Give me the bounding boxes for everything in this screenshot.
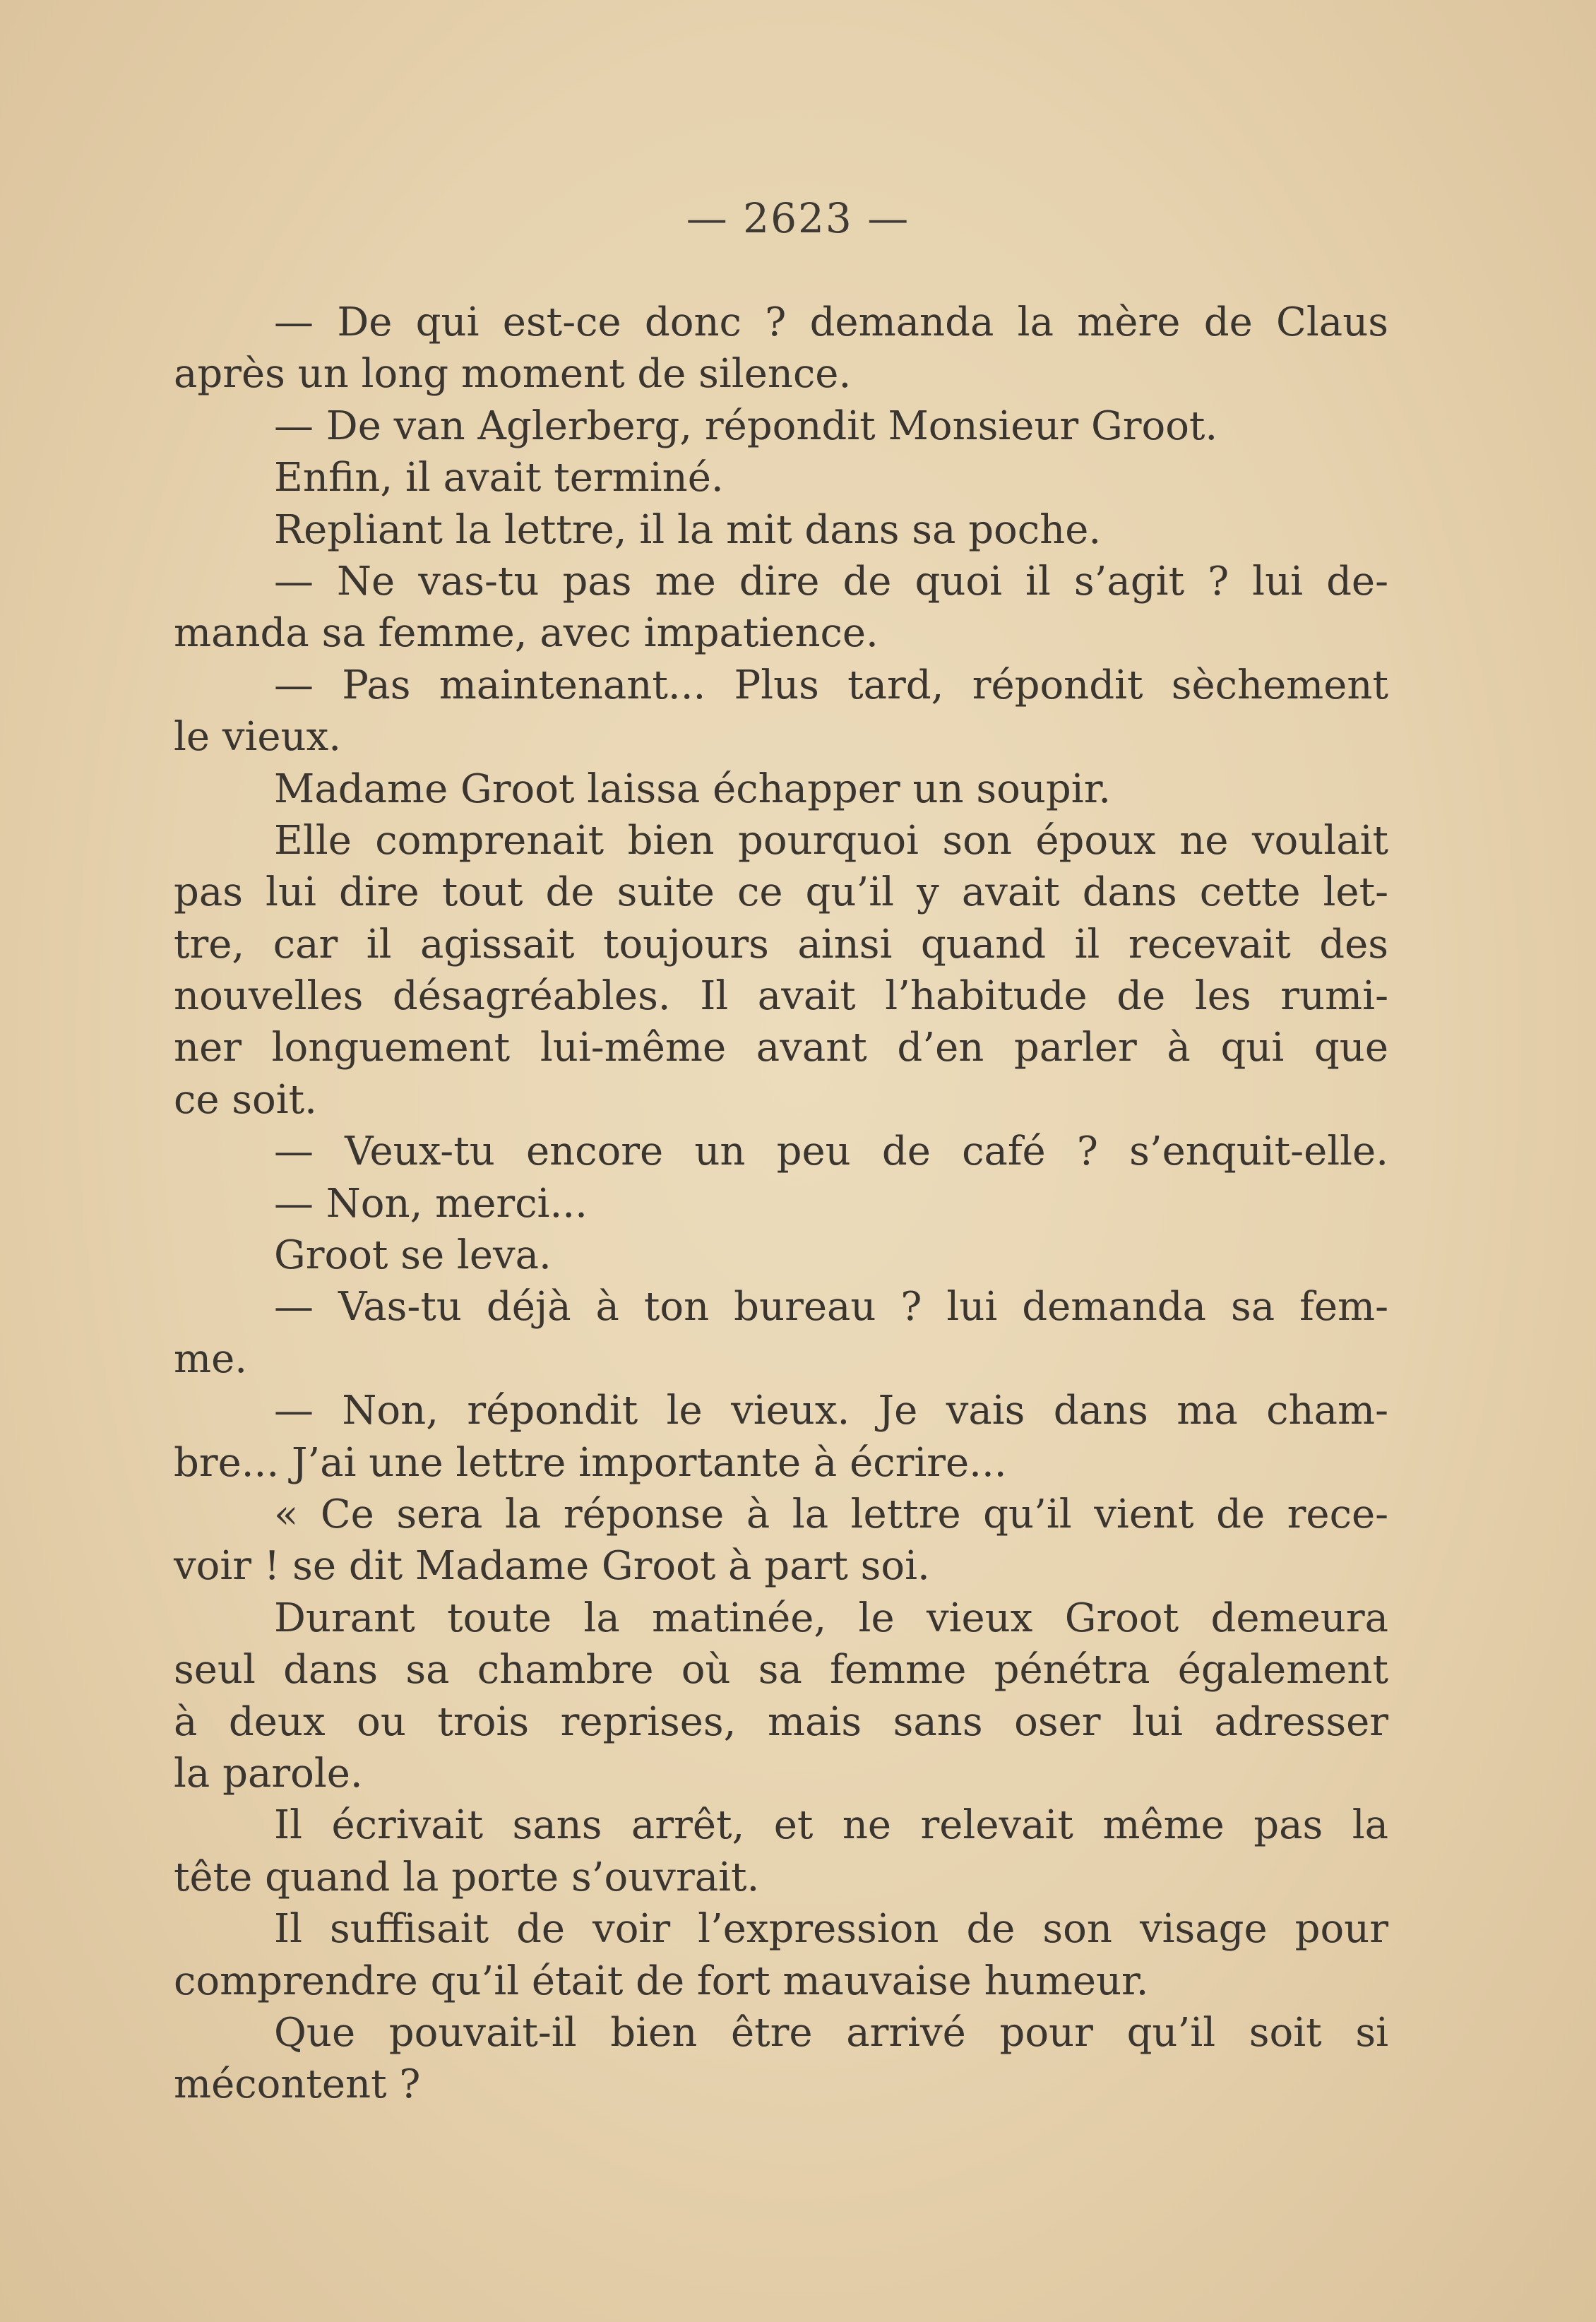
text-line: mécontent ? xyxy=(174,2061,421,2108)
text-line: tête quand la porte s’ouvrait. xyxy=(174,1854,760,1900)
text-line: manda sa femme, avec impatience. xyxy=(174,610,879,657)
text-line: la parole. xyxy=(174,1750,363,1797)
text-line: — De qui est-ce donc ? demanda la mère de Claus xyxy=(274,299,1388,345)
text-line: comprendre qu’il était de fort mauvaise humeur. xyxy=(174,1958,1149,2004)
text-line: Enfin, il avait terminé. xyxy=(274,455,724,501)
text-line: — Vas-tu déjà à ton bureau ? lui demanda sa fem- xyxy=(274,1284,1388,1330)
text-line: Que pouvait-il bien être arrivé pour qu’il soit si xyxy=(274,2009,1388,2056)
text-line: « Ce sera la réponse à la lettre qu’il vient de rece- xyxy=(274,1491,1388,1537)
text-line: nouvelles désagréables. Il avait l’habitude de les rumi- xyxy=(174,973,1388,1020)
text-line: Il suffisait de voir l’expression de son visage pour xyxy=(274,1906,1388,1953)
text-line: bre... J’ai une lettre importante à écrire... xyxy=(174,1439,1007,1486)
text-line: Il écrivait sans arrêt, et ne relevait même pas la xyxy=(274,1802,1388,1849)
text-line: — De van Aglerberg, répondit Monsieur Groot. xyxy=(274,403,1218,449)
text-line: Repliant la lettre, il la mit dans sa poche. xyxy=(274,506,1102,553)
text-line: Groot se leva. xyxy=(274,1232,552,1279)
text-line: — Non, répondit le vieux. Je vais dans ma cham- xyxy=(274,1388,1388,1434)
text-line: seul dans sa chambre où sa femme pénétra également xyxy=(174,1647,1388,1693)
text-line: ce soit. xyxy=(174,1076,317,1123)
text-line: — Ne vas-tu pas me dire de quoi il s’agit ? lui de- xyxy=(274,558,1388,605)
text-line: Madame Groot laissa échapper un soupir. xyxy=(274,766,1112,812)
text-line: tre, car il agissait toujours ainsi quand il recevait des xyxy=(174,921,1388,968)
body-text xyxy=(174,297,1388,2111)
text-line: le vieux. xyxy=(174,714,341,761)
text-line: après un long moment de silence. xyxy=(174,351,852,398)
text-line: pas lui dire tout de suite ce qu’il y avait dans cette let- xyxy=(174,869,1388,916)
text-line: — Veux-tu encore un peu de café ? s’enquit-elle. xyxy=(274,1129,1388,1175)
text-line: me. xyxy=(174,1335,248,1382)
text-line: à deux ou trois reprises, mais sans oser lui adresser xyxy=(174,1698,1388,1745)
text-line: Durant toute la matinée, le vieux Groot demeura xyxy=(274,1595,1388,1641)
text-line: voir ! se dit Madame Groot à part soi. xyxy=(174,1543,930,1590)
text-line: — Pas maintenant... Plus tard, répondit sèchement xyxy=(274,662,1388,708)
text-line: — Non, merci... xyxy=(274,1180,588,1227)
page-number: — 2623 — xyxy=(686,194,910,242)
text-line: Elle comprenait bien pourquoi son époux ne voulait xyxy=(274,817,1388,864)
text-line: ner longuement lui-même avant d’en parler à qui que xyxy=(174,1025,1388,1071)
